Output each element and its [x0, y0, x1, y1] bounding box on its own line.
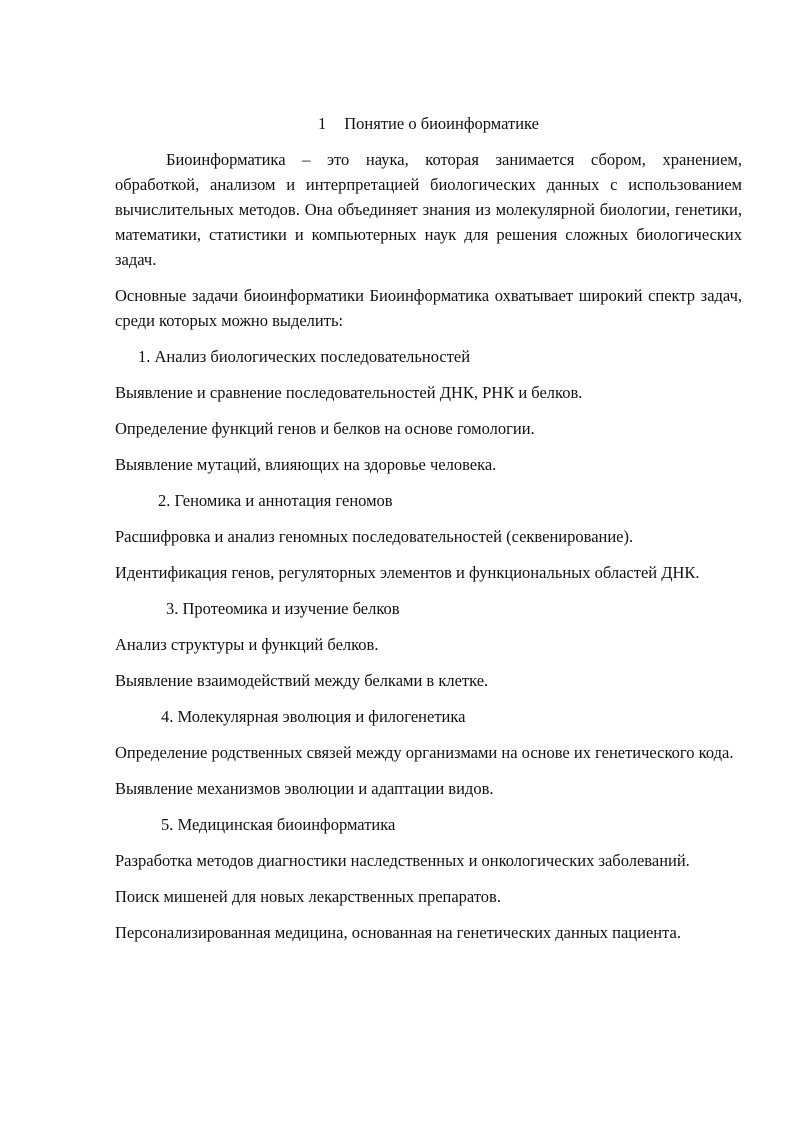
subsection-title: 1. Анализ биологических последовательностей: [138, 347, 471, 366]
paragraph: Идентификация генов, регуляторных элементов и функциональных областей ДНК.: [115, 563, 700, 582]
paragraph: Выявление взаимодействий между белками в клетке.: [115, 671, 489, 690]
paragraph: Выявление механизмов эволюции и адаптации видов.: [115, 779, 494, 798]
paragraph: Анализ структуры и функций белков.: [115, 635, 379, 654]
paragraph: Разработка методов диагностики наследственных и онкологических заболеваний.: [115, 851, 690, 870]
paragraph: Определение функций генов и белков на основе гомологии.: [115, 419, 535, 438]
paragraph: Персонализированная медицина, основанная на генетических данных пациента.: [115, 923, 681, 942]
paragraph: Расшифровка и анализ геномных последовательностей (секвенирование).: [115, 527, 634, 546]
subsection-title: 3. Протеомика и изучение белков: [166, 599, 400, 618]
heading-number: 1: [318, 114, 327, 133]
heading-title: Понятие о биоинформатике: [344, 114, 539, 133]
intro-paragraph: Биоинформатика – это наука, которая занимается сбором, хранением, обработкой, анализом и интерпретацией биологических данных с использованием вычислительных методов. Она объединяет знания из молекулярной биологии, генетики, математики, статистики и компьютерных наук для решения сложных биологических задач.: [115, 150, 742, 269]
document-page: [115, 111, 742, 956]
paragraph: Выявление мутаций, влияющих на здоровье человека.: [115, 455, 497, 474]
tasks-intro-paragraph: Основные задачи биоинформатики Биоинформатика охватывает широкий спектр задач, среди которых можно выделить:: [115, 286, 742, 330]
section-heading: [115, 111, 742, 136]
subsection-title: 2. Геномика и аннотация геномов: [158, 491, 393, 510]
subsection-title: 4. Молекулярная эволюция и филогенетика: [161, 707, 466, 726]
paragraph: Определение родственных связей между организмами на основе их генетического кода.: [115, 743, 734, 762]
paragraph: Поиск мишеней для новых лекарственных препаратов.: [115, 887, 501, 906]
subsection-title: 5. Медицинская биоинформатика: [161, 815, 396, 834]
paragraph: Выявление и сравнение последовательностей ДНК, РНК и белков.: [115, 383, 583, 402]
